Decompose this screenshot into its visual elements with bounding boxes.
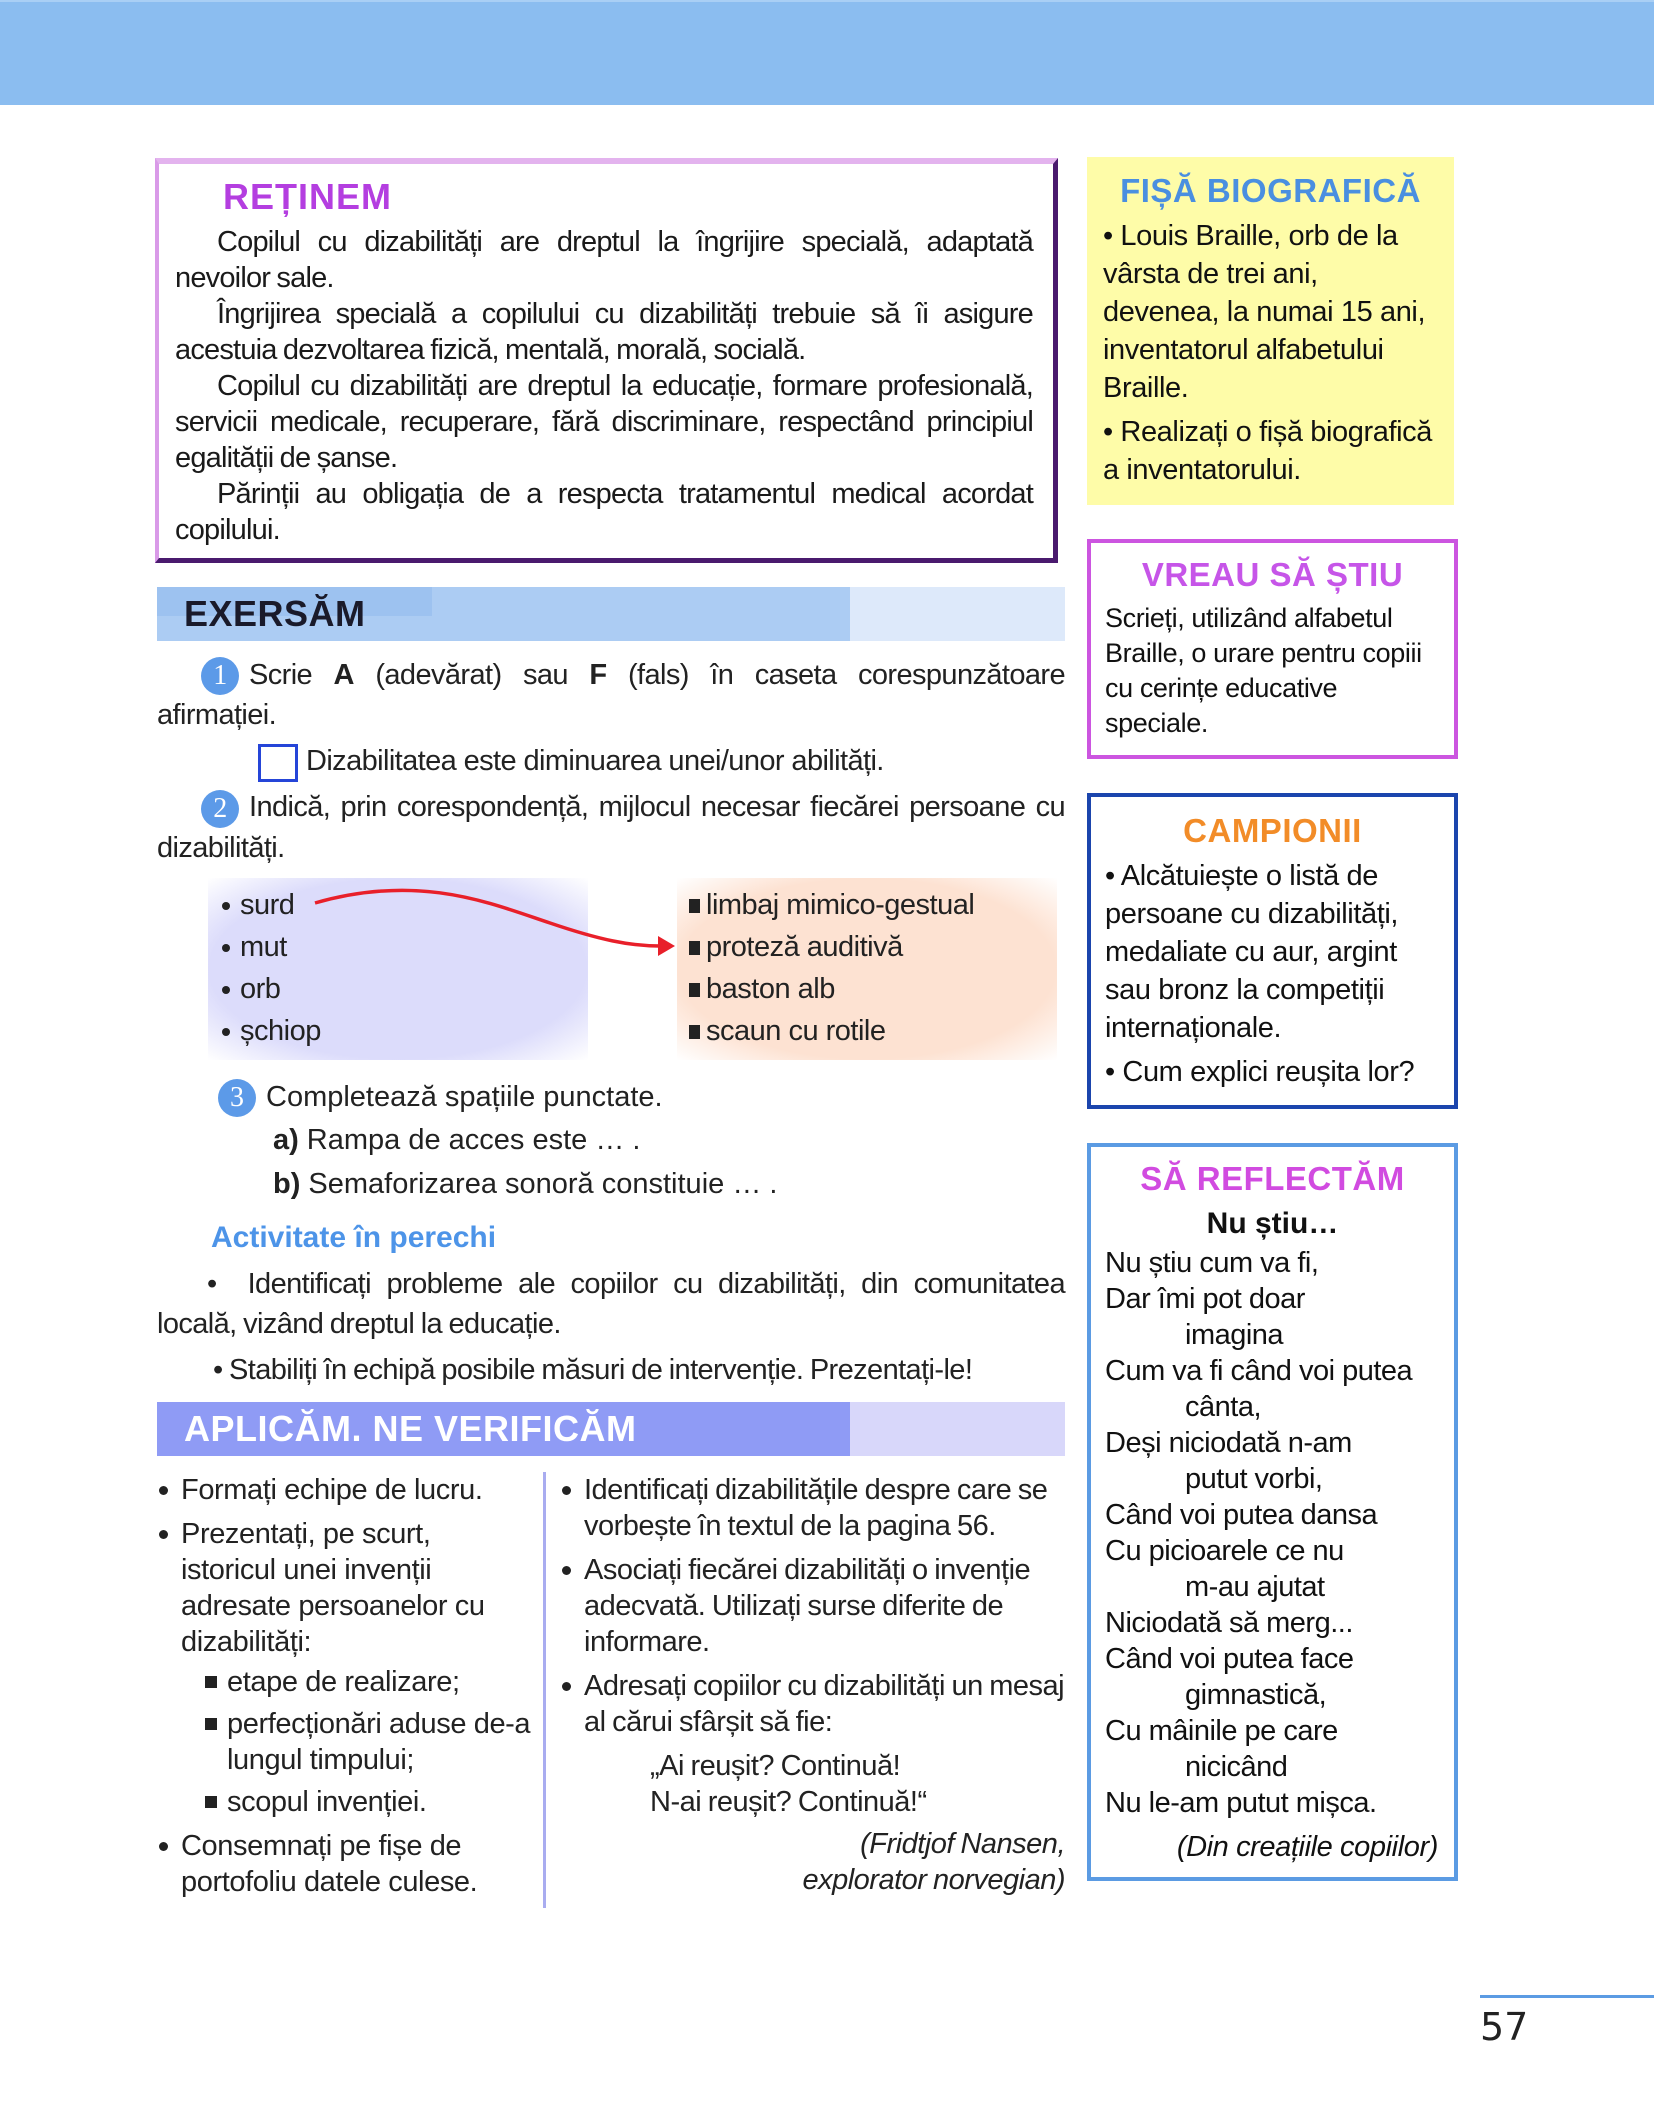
pair-activity-bullet: • Identificați probleme ale copiilor cu dizabilități, din comunitatea locală, vizând dreptul la educație. (157, 1267, 1065, 1340)
poem-line: Niciodată să merg... (1105, 1607, 1353, 1639)
task-item: Prezentați, pe scurt, istoricul unei invenții adresate persoanelor cu dizabilități: etape de realizare; perfecționări aduse de-a lungul timpului; scopul invenției. (157, 1516, 532, 1820)
champions-title: CAMPIONII (1183, 812, 1362, 849)
square-bullet-icon (689, 941, 700, 955)
task-item: Consemnați pe fișe de portofoliu datele culese. (157, 1828, 532, 1900)
poem (1105, 1245, 1440, 1821)
match-arrow-icon (300, 878, 690, 958)
aplicam-section-header (157, 1402, 1065, 1456)
poem-line: Dar îmi pot doar (1105, 1283, 1305, 1315)
sub-task-item: scopul invenției. (203, 1784, 532, 1820)
bullet-icon (222, 1028, 230, 1036)
poem-line: Nu le-am putut mișca. (1105, 1787, 1377, 1819)
page-number: 57 (1480, 2005, 1529, 2049)
task-item: Identificați dizabilitățile despre care se vorbește în textul de la pagina 56. (560, 1472, 1065, 1544)
pair-activity-bullet: • Stabiliți în echipă posibile măsuri de intervenție. Prezentați-le! (213, 1353, 973, 1386)
aplicam-left-column (157, 1472, 532, 1908)
task-item: Formați echipe de lucru. (157, 1472, 532, 1508)
exercise-number-badge: 2 (201, 790, 239, 828)
want-to-know-box (1087, 539, 1458, 759)
disability-item[interactable]: mut (222, 926, 321, 968)
matching-exercise (157, 878, 1065, 1064)
answer-checkbox[interactable] (258, 744, 298, 782)
exercise-1: 1 Scrie A (adevărat) sau F (fals) în caseta corespunzătoare afirmației. (157, 659, 1066, 732)
bullet-icon (222, 902, 230, 910)
aid-item[interactable]: proteză auditivă (689, 926, 974, 968)
sub-task-item: etape de realizare; (203, 1664, 532, 1700)
nansen-quote: „Ai reușit? Continuă! N-ai reușit? Continuă!“ (650, 1749, 927, 1818)
bullet-icon (222, 986, 230, 994)
exercise-number-badge: 1 (201, 657, 239, 695)
poem-line: imagina (1185, 1319, 1284, 1351)
poem-title: Nu știu… (1206, 1207, 1339, 1240)
poem-line: Deși niciodată n-am (1105, 1427, 1352, 1459)
champions-box (1087, 793, 1458, 1109)
retinem-paragraph: Copilul cu dizabilități are dreptul la educație, formare profesională, servicii medicale, recuperare, fără discriminare, respectând principiul egalității de șanse. (175, 370, 1033, 474)
disability-item[interactable]: șchiop (222, 1010, 321, 1052)
pair-activity-title: Activitate în perechi (211, 1220, 497, 1254)
poem-line: putut vorbi, (1185, 1463, 1323, 1495)
poem-line: Când voi putea face (1105, 1643, 1354, 1675)
exercise-number-badge: 3 (218, 1079, 256, 1117)
sub-task-item: perfecționări aduse de-a lungul timpului; (203, 1706, 532, 1778)
bio-title: FIȘĂ BIOGRAFICĂ (1120, 172, 1421, 209)
retinem-paragraph: Părinții au obligația de a respecta tratamentul medical acordat copilului. (175, 478, 1033, 546)
aid-item[interactable]: baston alb (689, 968, 974, 1010)
quote-source: (Fridtjof Nansen, explorator norvegian) (802, 1827, 1065, 1896)
true-false-statement (258, 739, 1065, 783)
exercise-3: 3 Completează spațiile punctate. (218, 1076, 1065, 1118)
want-to-know-text: Scrieți, utilizând alfabetul Braille, o urare pentru copiii cu cerințe educative speciale. (1105, 603, 1422, 738)
aid-list (677, 878, 1057, 1060)
retinem-paragraph: Copilul cu dizabilități are dreptul la îngrijire specială, adaptată nevoilor sale. (175, 226, 1033, 294)
poem-line: cânta, (1185, 1391, 1261, 1423)
exercise-2: 2 Indică, prin corespondență, mijlocul necesar fiecărei persoane cu dizabilități. (157, 791, 1065, 864)
aid-item[interactable]: scaun cu rotile (689, 1010, 974, 1052)
retinem-box (155, 158, 1058, 563)
want-to-know-title: VREAU SĂ ȘTIU (1141, 556, 1404, 593)
poem-line: gimnastică, (1185, 1679, 1327, 1711)
disability-item[interactable]: surd (222, 884, 321, 926)
champions-task: • Alcătuiește o listă de persoane cu dizabilități, medaliate cu aur, argint sau bronz la competiții internaționale. (1105, 860, 1399, 1044)
bio-text: • Louis Braille, orb de la vârsta de trei ani, devenea, la numai 15 ani, inventatorul alfabetului Braille. (1103, 220, 1426, 404)
exersam-section-header (157, 587, 1065, 641)
poem-line: nicicând (1185, 1751, 1288, 1783)
column-divider (543, 1472, 546, 1908)
poem-line: Cu mâinile pe care (1105, 1715, 1338, 1747)
aid-item[interactable]: limbaj mimico-gestual (689, 884, 974, 926)
poem-source: (Din creațiile copiilor) (1176, 1831, 1438, 1863)
exersam-title: EXERSĂM (184, 593, 366, 634)
page-number-rule (1480, 1995, 1654, 1998)
page-header-band (0, 0, 1654, 105)
bio-task: • Realizați o fișă biografică a inventatorului. (1103, 416, 1432, 486)
bio-sheet-box (1087, 157, 1454, 505)
square-bullet-icon (689, 1025, 700, 1039)
task-item: Adresați copiilor cu dizabilități un mesaj al cărui sfârșit să fie: (560, 1668, 1065, 1740)
poem-line: Nu știu cum va fi, (1105, 1247, 1319, 1279)
reflect-box (1087, 1143, 1458, 1881)
main-column (157, 158, 1065, 1908)
disability-item[interactable]: orb (222, 968, 321, 1010)
champions-question: • Cum explici reușita lor? (1105, 1056, 1415, 1088)
statement-text: Dizabilitatea este diminuarea unei/unor abilități. (306, 745, 884, 778)
retinem-paragraph: Îngrijirea specială a copilului cu dizabilități trebuie să îi asigure acestuia dezvoltarea fizică, mentală, morală, socială. (175, 298, 1033, 366)
exercise-3-item-a: a) Rampa de acces este … . (273, 1123, 641, 1156)
bullet-icon (222, 944, 230, 952)
sidebar-column (1087, 157, 1458, 1881)
poem-line: Când voi putea dansa (1105, 1499, 1378, 1531)
square-bullet-icon (689, 983, 700, 997)
square-bullet-icon (689, 899, 700, 913)
retinem-title: REȚINEM (223, 176, 392, 217)
aplicam-title: APLICĂM. NE VERIFICĂM (184, 1407, 637, 1449)
poem-line: m-au ajutat (1185, 1571, 1325, 1603)
poem-line: Cu picioarele ce nu (1105, 1535, 1344, 1567)
exercise-3-item-b: b) Semaforizarea sonoră constituie … . (273, 1167, 778, 1200)
poem-line: Cum va fi când voi putea (1105, 1355, 1413, 1387)
aplicam-columns (157, 1472, 1065, 1908)
reflect-title: SĂ REFLECTĂM (1140, 1160, 1405, 1197)
task-item: Asociați fiecărei dizabilități o invenție adecvată. Utilizați surse diferite de informare. (560, 1552, 1065, 1660)
aplicam-right-column (560, 1472, 1065, 1908)
